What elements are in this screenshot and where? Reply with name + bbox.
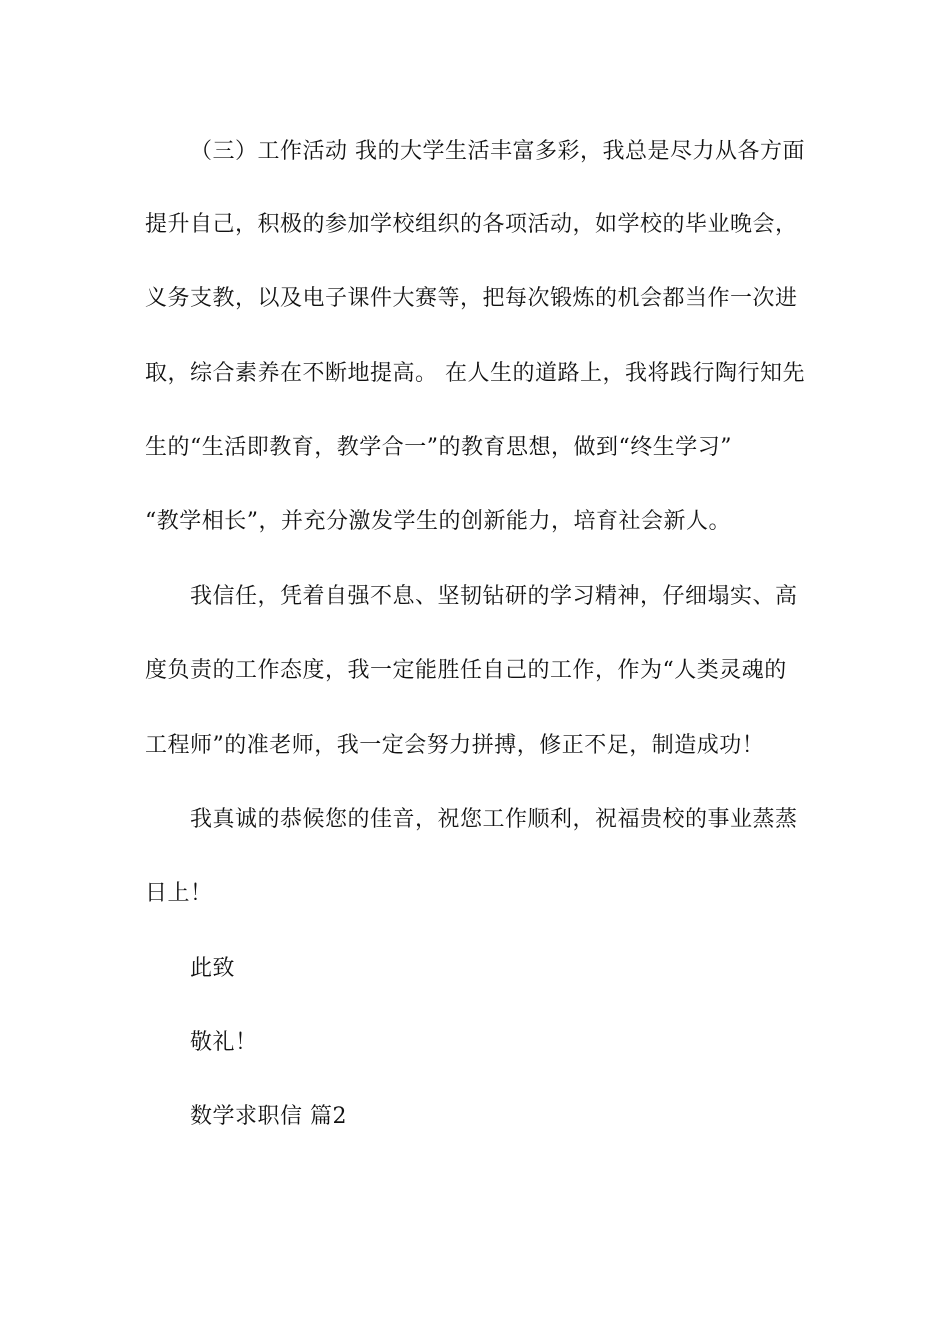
paragraph-work-activities-line-6: “教学相长”，并充分激发学生的创新能力，培育社会新人。: [145, 509, 731, 534]
paragraph-confidence-line-1: 我信任，凭着自强不息、坚韧钻研的学习精神，仔细塌实、高: [190, 584, 798, 609]
paragraph-closing-line-1: 我真诚的恭候您的佳音，祝您工作顺利，祝福贵校的事业蒸蒸: [190, 807, 798, 832]
salutation-cizhi: 此致: [190, 956, 236, 981]
paragraph-work-activities-line-5: 生的“生活即教育，教学合一”的教育思想，做到“终生学习”: [145, 435, 732, 460]
paragraph-work-activities-line-4: 取，综合素养在不断地提高。 在人生的道路上，我将践行陶行知先: [145, 361, 805, 386]
paragraph-work-activities-line-1: （三）工作活动 我的大学生活丰富多彩，我总是尽力从各方面: [190, 139, 805, 164]
paragraph-confidence-line-3: 工程师”的准老师，我一定会努力拼搏，修正不足，制造成功！: [145, 733, 765, 758]
section-heading: 数学求职信 篇2: [190, 1104, 347, 1129]
salutation-jingli: 敬礼！: [190, 1030, 258, 1055]
paragraph-work-activities-line-2: 提升自己，积极的参加学校组织的各项活动，如学校的毕业晚会，: [145, 212, 798, 237]
paragraph-confidence-line-2: 度负责的工作态度，我一定能胜任自己的工作，作为“人类灵魂的: [145, 658, 787, 683]
paragraph-work-activities-line-3: 义务支教，以及电子课件大赛等，把每次锻炼的机会都当作一次进: [145, 286, 798, 311]
paragraph-closing-line-2: 日上！: [145, 881, 213, 906]
